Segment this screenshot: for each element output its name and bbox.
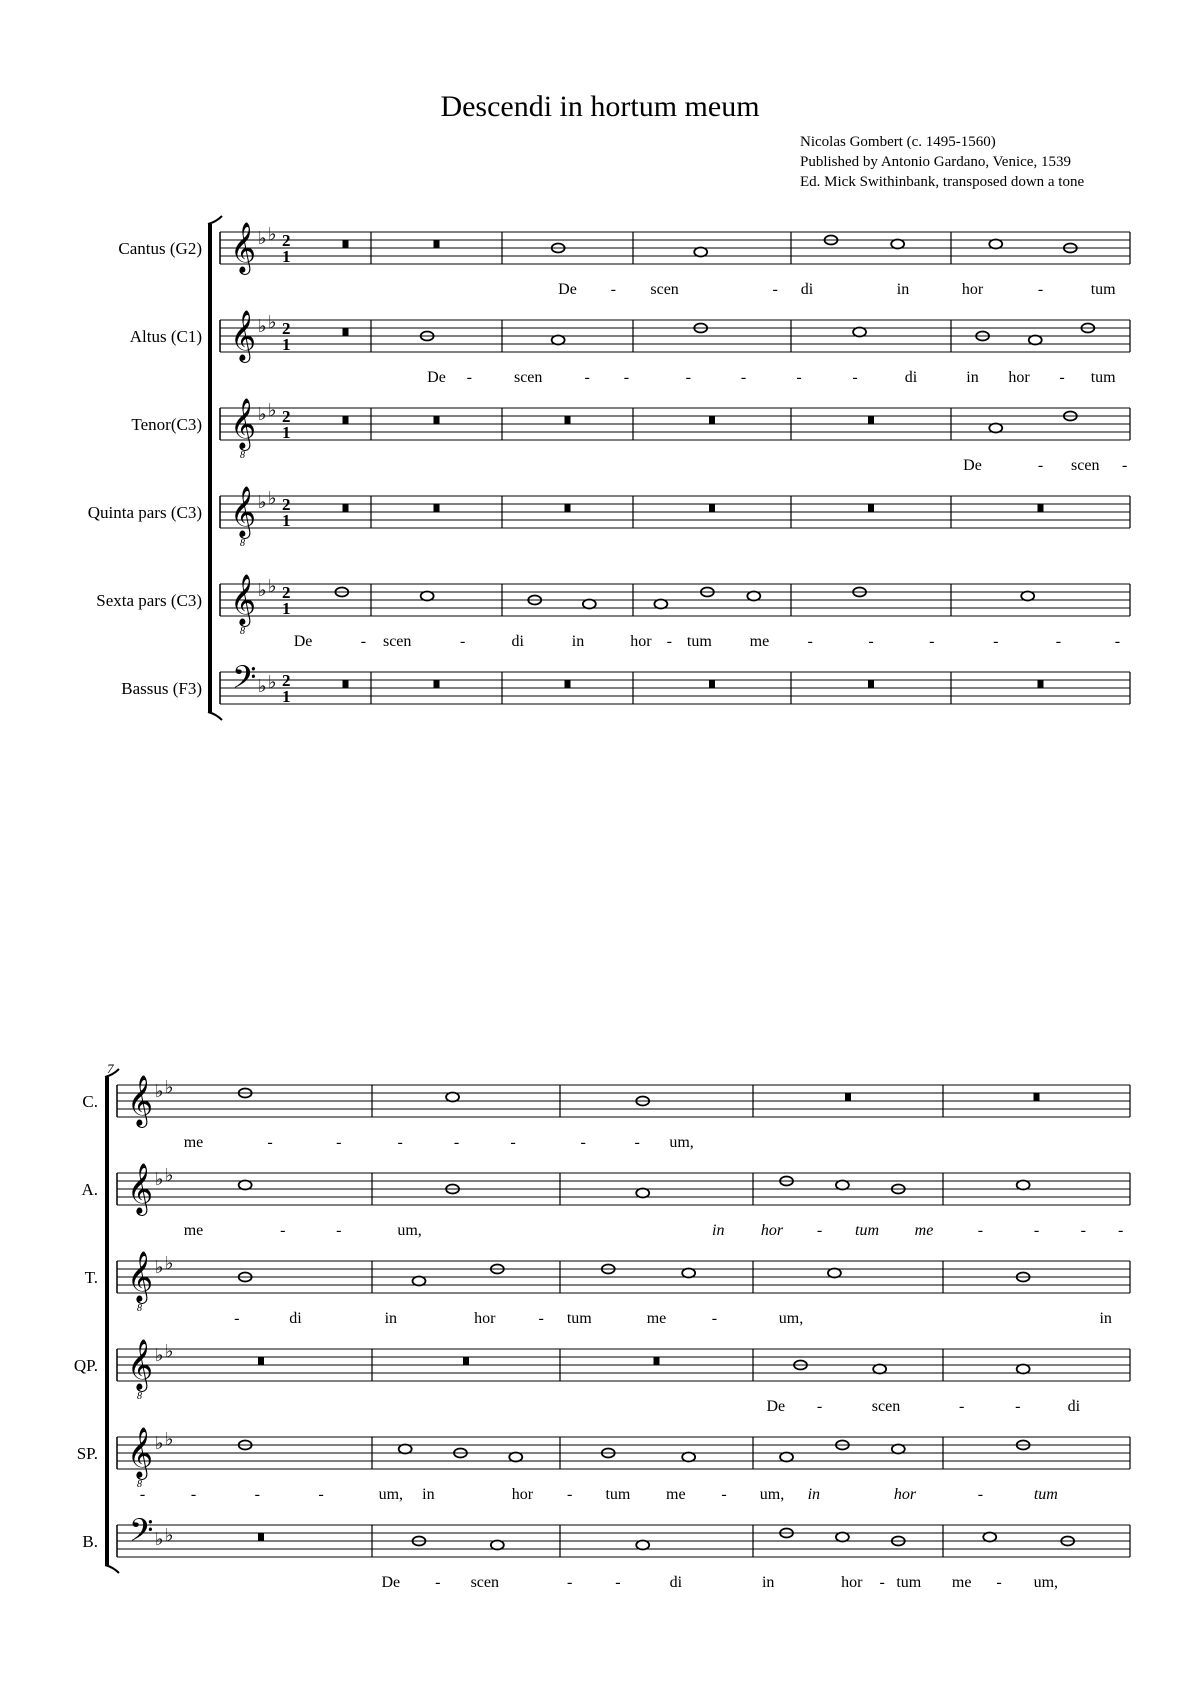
time-signature-top: 2 — [282, 319, 291, 338]
flat-icon: ♭ — [165, 1429, 174, 1449]
staff-2 — [81, 1164, 1130, 1239]
lyric-syllable: - — [336, 1222, 342, 1239]
lyric-syllable: - — [580, 1134, 586, 1151]
lyric-syllable: in — [807, 1486, 821, 1503]
lyric-syllable: me — [183, 1134, 204, 1151]
lyric-syllable: in — [384, 1310, 398, 1327]
rest-icon — [868, 504, 874, 512]
time-signature-top: 2 — [282, 407, 291, 426]
octave-8-mark: 8 — [137, 1303, 142, 1314]
note-head — [654, 600, 667, 609]
lyric-syllable: hor — [630, 633, 652, 650]
lyric-syllable: in — [896, 281, 910, 298]
lyric-syllable: - — [1037, 281, 1044, 298]
lyric-syllable: - — [234, 1310, 240, 1327]
rest-icon — [258, 1357, 264, 1365]
rest-icon — [709, 416, 715, 424]
time-signature-bottom: 1 — [282, 247, 291, 266]
octave-8-mark: 8 — [240, 626, 245, 637]
lyric-syllable: tum — [686, 633, 712, 650]
staff-name: Tenor(C3) — [131, 415, 202, 434]
lyric-syllable: - — [336, 1134, 342, 1151]
flat-icon: ♭ — [155, 1345, 164, 1365]
rest-icon — [258, 1533, 264, 1541]
rest-icon — [565, 416, 571, 424]
lyric-syllable: - — [685, 369, 691, 386]
treble-clef-icon: 𝄞 — [127, 1428, 154, 1477]
lyric-syllable: - — [959, 1398, 965, 1415]
flat-icon: ♭ — [155, 1529, 164, 1549]
staff-name: T. — [84, 1268, 98, 1287]
flat-icon: ♭ — [165, 1253, 174, 1273]
lyric-syllable: - — [267, 1134, 273, 1151]
lyric-syllable: me — [749, 633, 770, 650]
flat-icon: ♭ — [165, 1525, 174, 1545]
score-title: Descendi in hortum meum — [440, 90, 760, 123]
flat-icon: ♭ — [155, 1257, 164, 1277]
note-head — [682, 1269, 695, 1278]
lyric-syllable: - — [1015, 1398, 1021, 1415]
note-head — [828, 1269, 841, 1278]
lyric-syllable: tum — [896, 1574, 922, 1591]
system-bracket — [208, 224, 212, 712]
note-head — [239, 1181, 252, 1190]
lyric-syllable: in — [571, 633, 585, 650]
note-head — [891, 240, 904, 249]
flat-icon: ♭ — [258, 492, 267, 512]
time-signature-bottom: 1 — [282, 687, 291, 706]
time-signature-top: 2 — [282, 671, 291, 690]
treble-clef-icon: 𝄞 — [127, 1164, 154, 1213]
note-head — [747, 592, 760, 601]
rest-icon — [565, 680, 571, 688]
lyric-syllable: De — [427, 369, 446, 386]
system-1 — [88, 216, 1130, 720]
note-head — [853, 328, 866, 337]
note-head — [694, 248, 707, 257]
note-head — [1021, 592, 1034, 601]
rest-icon — [1038, 504, 1044, 512]
staff-5 — [77, 1428, 1130, 1503]
lyric-syllable: hor — [474, 1310, 496, 1327]
lyric-syllable: tum — [1090, 281, 1116, 298]
lyric-syllable: in — [1099, 1310, 1112, 1327]
lyric-syllable: in — [712, 1222, 725, 1239]
lyric-syllable: um, — [669, 1134, 694, 1151]
treble-clef-icon: 𝄞 — [230, 487, 257, 536]
flat-icon: ♭ — [258, 228, 267, 248]
lyric-syllable: me — [951, 1574, 972, 1591]
lyric-syllable: - — [721, 1486, 727, 1503]
note-head — [836, 1533, 849, 1542]
publisher-credit: Published by Antonio Gardano, Venice, 1539 — [800, 154, 1071, 170]
time-signature-bottom: 1 — [282, 335, 291, 354]
lyric-syllable: in — [966, 369, 979, 386]
staff-name: QP. — [73, 1356, 98, 1375]
lyric-syllable: - — [566, 1486, 573, 1503]
flat-icon: ♭ — [268, 672, 277, 692]
octave-8-mark: 8 — [137, 1391, 142, 1402]
lyric-syllable: - — [566, 1574, 573, 1591]
lyric-syllable: - — [1059, 369, 1065, 386]
lyric-syllable: - — [615, 1574, 621, 1591]
lyric-syllable: - — [1121, 457, 1128, 474]
lyric-syllable: um, — [378, 1486, 404, 1503]
lyric-syllable: - — [1033, 1222, 1040, 1239]
staff-name: Quinta pars (C3) — [87, 503, 202, 522]
lyric-syllable: scen — [871, 1398, 901, 1415]
flat-icon: ♭ — [155, 1169, 164, 1189]
octave-8-mark: 8 — [137, 1479, 142, 1490]
bass-clef-icon: 𝄢 — [129, 1514, 154, 1556]
flat-icon: ♭ — [268, 576, 277, 596]
rest-icon — [434, 416, 440, 424]
lyric-syllable: - — [977, 1222, 984, 1239]
octave-8-mark: 8 — [240, 538, 245, 549]
flat-icon: ♭ — [258, 404, 267, 424]
lyric-syllable: - — [996, 1574, 1002, 1591]
treble-clef-icon: 𝄞 — [127, 1076, 154, 1125]
lyric-syllable: me — [183, 1222, 204, 1239]
lyric-syllable: di — [904, 369, 918, 386]
lyric-syllable: De — [381, 1574, 401, 1591]
staff-name: Bassus (F3) — [121, 679, 202, 698]
treble-clef-icon: 𝄞 — [230, 575, 257, 624]
rest-icon — [343, 416, 349, 424]
note-head — [491, 1541, 504, 1550]
lyric-syllable: scen — [1071, 457, 1100, 474]
note-head — [983, 1533, 996, 1542]
flat-icon: ♭ — [268, 488, 277, 508]
lyric-syllable: - — [666, 633, 673, 650]
flat-icon: ♭ — [155, 1081, 164, 1101]
staff-name: Sexta pars (C3) — [96, 591, 202, 610]
flat-icon: ♭ — [165, 1077, 174, 1097]
staff-6 — [121, 661, 1130, 706]
lyric-syllable: De — [558, 281, 577, 298]
rest-icon — [434, 504, 440, 512]
staff-1 — [82, 1076, 1130, 1151]
staff-name: A. — [81, 1180, 98, 1199]
note-head — [1017, 1365, 1030, 1374]
staff-name: Altus (C1) — [129, 327, 202, 346]
rest-icon — [434, 680, 440, 688]
lyric-syllable: um, — [397, 1222, 422, 1239]
lyric-syllable: - — [610, 281, 617, 298]
rest-icon — [434, 240, 440, 248]
lyric-syllable: - — [435, 1574, 441, 1591]
rest-icon — [709, 680, 715, 688]
note-head — [873, 1365, 886, 1374]
lyric-syllable: um, — [778, 1310, 804, 1327]
staff-name: B. — [82, 1532, 98, 1551]
note-head — [552, 336, 565, 345]
lyric-syllable: - — [1117, 1222, 1124, 1239]
lyric-syllable: me — [646, 1310, 667, 1327]
bass-clef-icon: 𝄢 — [232, 661, 257, 703]
staff-4 — [74, 1340, 1130, 1415]
system-2 — [74, 1061, 1130, 1591]
lyric-syllable: - — [740, 369, 747, 386]
lyric-syllable: - — [623, 369, 630, 386]
note-head — [682, 1453, 695, 1462]
lyric-syllable: um, — [759, 1486, 785, 1503]
note-head — [509, 1453, 522, 1462]
note-head — [446, 1093, 459, 1102]
lyric-syllable: hor — [760, 1222, 784, 1239]
lyric-syllable: in — [761, 1574, 775, 1591]
rest-icon — [845, 1093, 851, 1101]
lyric-syllable: di — [289, 1310, 302, 1327]
lyric-syllable: - — [977, 1486, 984, 1503]
rest-icon — [565, 504, 571, 512]
rest-icon — [343, 240, 349, 248]
time-signature-bottom: 1 — [282, 599, 291, 618]
lyric-syllable: di — [669, 1574, 683, 1591]
bracket-bottom-hook — [208, 712, 222, 720]
flat-icon: ♭ — [165, 1165, 174, 1185]
lyric-syllable: - — [852, 369, 858, 386]
lyric-syllable: De — [293, 633, 313, 650]
rest-icon — [1038, 680, 1044, 688]
lyric-syllable: - — [460, 633, 466, 650]
lyric-syllable: - — [139, 1486, 146, 1503]
lyric-syllable: me — [914, 1222, 934, 1239]
time-signature-top: 2 — [282, 583, 291, 602]
lyric-syllable: - — [1055, 633, 1062, 650]
note-head — [413, 1277, 426, 1286]
treble-clef-icon: 𝄞 — [230, 311, 257, 360]
lyric-syllable: - — [929, 633, 935, 650]
lyric-syllable: scen — [382, 633, 412, 650]
lyric-syllable: hor — [1008, 369, 1030, 386]
lyric-syllable: - — [1080, 1222, 1086, 1239]
note-head — [780, 1453, 793, 1462]
time-signature-bottom: 1 — [282, 511, 291, 530]
note-head — [989, 424, 1002, 433]
lyric-syllable: scen — [470, 1574, 500, 1591]
lyric-syllable: - — [190, 1486, 197, 1503]
flat-icon: ♭ — [268, 400, 277, 420]
staff-3 — [131, 399, 1130, 474]
lyric-syllable: di — [1067, 1398, 1081, 1415]
lyric-syllable: - — [1114, 633, 1121, 650]
lyric-syllable: - — [879, 1574, 885, 1591]
rest-icon — [463, 1357, 469, 1365]
system-bracket — [105, 1077, 109, 1565]
rest-icon — [343, 328, 349, 336]
lyric-syllable: in — [422, 1486, 435, 1503]
lyric-syllable: - — [254, 1486, 260, 1503]
lyric-syllable: - — [360, 633, 367, 650]
lyric-syllable: - — [280, 1222, 286, 1239]
treble-clef-icon: 𝄞 — [127, 1340, 154, 1389]
staff-2 — [130, 311, 1130, 386]
note-head — [421, 592, 434, 601]
lyric-syllable: me — [666, 1486, 686, 1503]
lyric-syllable: - — [868, 633, 874, 650]
rest-icon — [868, 680, 874, 688]
lyric-syllable: - — [993, 633, 999, 650]
lyric-syllable: - — [711, 1310, 718, 1327]
rest-icon — [709, 504, 715, 512]
lyric-syllable: - — [816, 1222, 823, 1239]
lyric-syllable: scen — [650, 281, 679, 298]
treble-clef-icon: 𝄞 — [230, 399, 257, 448]
lyric-syllable: tum — [566, 1310, 592, 1327]
lyric-syllable: De — [766, 1398, 786, 1415]
note-head — [892, 1445, 905, 1454]
note-head — [636, 1189, 649, 1198]
rest-icon — [654, 1357, 660, 1365]
composer-credit: Nicolas Gombert (c. 1495-1560) — [800, 134, 996, 150]
lyric-syllable: - — [772, 281, 778, 298]
rest-icon — [1034, 1093, 1040, 1101]
lyric-syllable: di — [511, 633, 524, 650]
lyric-syllable: um, — [1033, 1574, 1059, 1591]
lyric-syllable: - — [816, 1398, 823, 1415]
lyric-syllable: De — [963, 457, 982, 474]
bracket-top-hook — [208, 216, 222, 224]
lyric-syllable: - — [397, 1134, 403, 1151]
lyric-syllable: - — [538, 1310, 544, 1327]
flat-icon: ♭ — [258, 580, 267, 600]
rest-icon — [343, 680, 349, 688]
staff-name: C. — [82, 1092, 98, 1111]
time-signature-bottom: 1 — [282, 423, 291, 442]
lyric-syllable: hor — [511, 1486, 534, 1503]
lyric-syllable: - — [466, 369, 472, 386]
rest-icon — [868, 416, 874, 424]
lyric-syllable: - — [796, 369, 802, 386]
lyric-syllable: di — [800, 281, 814, 298]
note-head — [1029, 336, 1042, 345]
treble-clef-icon: 𝄞 — [127, 1252, 154, 1301]
note-head — [836, 1181, 849, 1190]
staff-name: Cantus (G2) — [118, 239, 202, 258]
lyric-syllable: hor — [961, 281, 984, 298]
treble-clef-icon: 𝄞 — [230, 223, 257, 272]
time-signature-top: 2 — [282, 495, 291, 514]
time-signature-top: 2 — [282, 231, 291, 250]
flat-icon: ♭ — [268, 312, 277, 332]
lyric-syllable: tum — [855, 1222, 879, 1239]
lyric-syllable: - — [318, 1486, 324, 1503]
lyric-syllable: - — [453, 1134, 460, 1151]
flat-icon: ♭ — [258, 676, 267, 696]
note-head — [636, 1541, 649, 1550]
flat-icon: ♭ — [155, 1433, 164, 1453]
staff-1 — [118, 223, 1130, 298]
note-head — [583, 600, 596, 609]
lyric-syllable: hor — [841, 1574, 863, 1591]
flat-icon: ♭ — [165, 1341, 174, 1361]
bracket-bottom-hook — [105, 1565, 119, 1573]
staff-6 — [82, 1514, 1130, 1591]
staff-name: SP. — [76, 1444, 98, 1463]
lyric-syllable: - — [584, 369, 590, 386]
octave-8-mark: 8 — [240, 450, 245, 461]
rest-icon — [343, 504, 349, 512]
note-head — [399, 1445, 412, 1454]
lyric-syllable: tum — [605, 1486, 631, 1503]
note-head — [1017, 1181, 1030, 1190]
note-head — [989, 240, 1002, 249]
lyric-syllable: - — [1037, 457, 1044, 474]
lyric-syllable: hor — [893, 1486, 917, 1503]
editor-credit: Ed. Mick Swithinbank, transposed down a tone — [800, 174, 1085, 190]
staff-4 — [88, 487, 1130, 549]
flat-icon: ♭ — [258, 316, 267, 336]
lyric-syllable: - — [510, 1134, 516, 1151]
lyric-syllable: scen — [513, 369, 543, 386]
lyric-syllable: tum — [1033, 1486, 1058, 1503]
staff-3 — [85, 1252, 1130, 1327]
lyric-syllable: tum — [1090, 369, 1116, 386]
flat-icon: ♭ — [268, 224, 277, 244]
measure-number: 7 — [107, 1061, 114, 1076]
lyric-syllable: - — [634, 1134, 640, 1151]
lyric-syllable: - — [807, 633, 813, 650]
staff-5 — [96, 575, 1130, 650]
